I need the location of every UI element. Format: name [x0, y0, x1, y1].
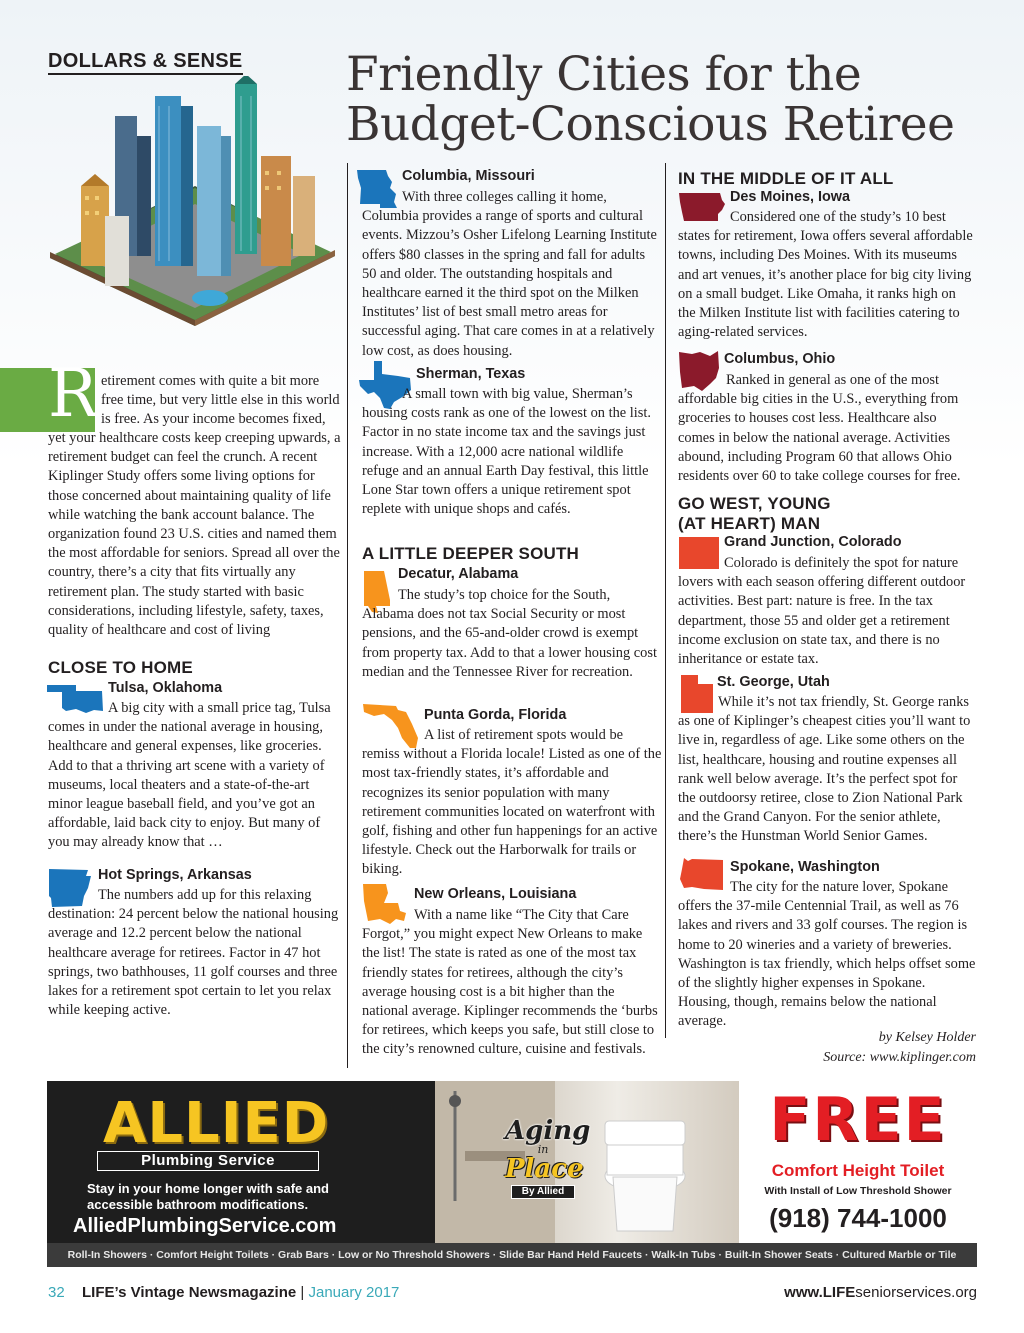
- page-title: [346, 47, 996, 152]
- aging-in-place-badge: [505, 1116, 591, 1211]
- decatur-name: Decatur, Alabama: [398, 566, 519, 582]
- intro-paragraph: yet your healthcare costs keep creeping upwards, a retirement budget can feel the crunch. A recent Kiplinger Study offers some living options for those concerned about maintaining quality of life while watching the bank account balance. The organization found 23 U.S. cities and named them the most affordable for seniors. Spread all over the country, there’s a city that fits virtually any retirement plan. The study started with basic considerations, including lifestyle, safety, taxes, quality of healthcare and cost of living: [48, 430, 341, 639]
- section-go-west: [678, 494, 831, 534]
- footer-url-bold: www.LIFE: [784, 1284, 856, 1301]
- allied-plumbing-ad[interactable]: [47, 1081, 977, 1267]
- ad-tagline: [87, 1181, 387, 1213]
- intro-line-2: free time, but very little else in this world: [101, 392, 340, 409]
- page-number: 32: [48, 1284, 65, 1301]
- ad-brand-sub: Plumbing Service: [97, 1151, 319, 1171]
- source-credit: Source: www.kiplinger.com: [823, 1050, 976, 1065]
- sherman-name: Sherman, Texas: [416, 366, 526, 382]
- ad-offer-panel: [739, 1081, 977, 1243]
- des-moines-text: Considered one of the study’s 10 best states for retirement, Iowa offers several affordable towns, including Des Moines. With its museums and art venues, it’s another place for big city living on a small budget. Like Omaha, it ranks high on the Milken Institute list with facilities catering to aging-related services.: [678, 209, 973, 341]
- section-label: DOLLARS & SENSE: [48, 50, 243, 75]
- decatur-text: The study’s top choice for the South, Alabama does not tax Social Security or most pensions, and the 65-and-older crowd is exempt from property tax. Add to that a lower housing cost median and the Tennessee River for recreation.: [362, 587, 657, 680]
- hot-springs-name: Hot Springs, Arkansas: [98, 867, 252, 883]
- grand-junction-text: Colorado is definitely the spot for nature lovers with each season offering different outdoor activities. Best part: nature is free. In the tax department, those 55 and older get a retirement income exclusion on state tax, and there is no inheritance or estate tax.: [678, 555, 966, 668]
- go-west-line-1: GO WEST, YOUNG: [678, 494, 831, 513]
- title-line-2: Budget-Conscious Retiree: [346, 97, 955, 152]
- ad-offer-sub: With Install of Low Threshold Shower: [764, 1185, 952, 1197]
- byline: by Kelsey Holder: [878, 1030, 976, 1045]
- ad-services-bar: Roll-In Showers · Comfort Height Toilets · Grab Bars · Low or No Threshold Showers · Slide Bar Hand Held Faucets · Walk-In Tubs · Built-In Shower Seats · Cultured Marble or Tile: [47, 1243, 977, 1267]
- column-rule-1: [347, 163, 348, 1068]
- section-close-to-home: CLOSE TO HOME: [48, 658, 193, 677]
- section-middle: IN THE MIDDLE OF IT ALL: [678, 169, 894, 188]
- intro-drop-cap: R: [48, 355, 98, 432]
- badge-by: By Allied: [511, 1185, 575, 1199]
- footer-website-link[interactable]: [784, 1284, 977, 1301]
- ad-website-link[interactable]: AlliedPlumbingService.com: [73, 1215, 337, 1237]
- columbus-name: Columbus, Ohio: [724, 351, 836, 367]
- intro-line-1: etirement comes with quite a bit more: [101, 373, 320, 389]
- ad-tagline-2: accessible bathroom modifications.: [87, 1197, 309, 1212]
- new-orleans-text: With a name like “The City that Care Forgot,” you might expect New Orleans to make the list! The state is rated as one of the most tax friendly states for retirees, although the city’s average housing cost is a bit higher than the national average. Kiplinger recommends the ‘burbs for retirees, which keeps you safe, but still close to the city’s renowned culture, cuisine and festivals.: [362, 907, 658, 1058]
- columbia-name: Columbia, Missouri: [402, 168, 535, 184]
- ad-free: FREE: [769, 1085, 947, 1155]
- hot-springs-text: The numbers add up for this relaxing destination: 24 percent below the national housing average and 12.2 percent below the national healthcare average for retirees. Factor in 47 hot springs, two bathhouses, 11 golf courses and three lakes for a retirement spot certain to let you relax while keeping active.: [48, 887, 339, 1019]
- title-line-1: Friendly Cities for the: [346, 47, 862, 102]
- ad-offer: Comfort Height Toilet: [771, 1161, 945, 1180]
- ad-brand: ALLIED: [103, 1091, 330, 1156]
- spokane-text: The city for the nature lover, Spokane offers the 37-mile Centennial Trail, as well as 76 lakes and rivers and 33 golf courses. The region is home to 20 wineries and a variety of breweries. Washington is tax friendly, which helps offset some of the slightly higher expenses in Spokane. Housing, though, remains below the national average.: [678, 879, 976, 1030]
- section-deeper-south: A LITTLE DEEPER SOUTH: [362, 544, 580, 563]
- footer-url-rest: seniorservices.org: [855, 1284, 977, 1301]
- skyline-illustration: [45, 76, 340, 326]
- badge-line-1: Aging: [505, 1116, 591, 1146]
- new-orleans-name: New Orleans, Louisiana: [414, 886, 577, 902]
- footer-separator: |: [300, 1284, 305, 1301]
- badge-line-2: Place: [505, 1154, 584, 1184]
- spokane-name: Spokane, Washington: [730, 859, 880, 875]
- column-rule-2: [665, 163, 666, 1038]
- punta-gorda-name: Punta Gorda, Florida: [424, 707, 567, 723]
- intro-line-3: is free. As your income becomes fixed,: [101, 411, 326, 428]
- ad-phone[interactable]: (918) 744-1000: [769, 1203, 947, 1233]
- sherman-text: A small town with big value, Sherman’s housing costs rank as one of the lowest on the list. Factor in no state income tax and the savings just increase. With a 12,000 acre national wildlife refuge and an annual Earth Day festival, this little Lone Star town offers a unique retirement spot replete with unique shops and cafés.: [362, 386, 651, 518]
- st-george-name: St. George, Utah: [717, 674, 830, 690]
- badge-in: in: [537, 1143, 549, 1156]
- tulsa-text: A big city with a small price tag, Tulsa comes in under the national average in housing, healthcare and general expenses, like groceries. Add to that a thriving art scene with a variety of museums, local theaters and a state-of-the-art minor league baseball field, and you’ve got an affordable, laid back city to enjoy. But many of you may already know that …: [48, 700, 331, 851]
- des-moines-name: Des Moines, Iowa: [730, 189, 850, 205]
- toilet-shower-photo: [435, 1081, 739, 1243]
- go-west-line-2: (AT HEART) MAN: [678, 514, 821, 533]
- toilet-shower-illustration: [435, 1081, 739, 1243]
- footer-publication: [82, 1284, 399, 1301]
- ad-tagline-1: Stay in your home longer with safe and: [87, 1181, 329, 1196]
- intro-lines-top: [101, 372, 351, 430]
- footer-issue: January 2017: [308, 1284, 400, 1301]
- punta-gorda-text: A list of retirement spots would be remiss without a Florida locale! Listed as one of the most tax-friendly states, it’s affordable and recognizes its senior population with many retirement communities located on waterfront with golf, fishing and other fun happenings for an active lifestyle. Check out the Harborwalk for trails or biking.: [362, 727, 662, 878]
- st-george-text: While it’s not tax friendly, St. George ranks as one of Kiplinger’s cheapest cities you’ll want to live in, regardless of age. Like some others on the list, healthcare, housing and routine expenses all rank well below average. It’s the perfect spot for the outdoorsy retiree, close to Zion National Park and the Grand Canyon. For the senior athlete, there’s the Hunstman World Senior Games.: [678, 694, 971, 845]
- grand-junction-name: Grand Junction, Colorado: [724, 534, 902, 550]
- tulsa-name: Tulsa, Oklahoma: [108, 680, 223, 696]
- columbia-text: With three colleges calling it home, Columbia provides a range of sports and cultural events. Mizzou’s Osher Lifelong Learning Institute offers $80 classes in the spring and fall for adults 50 and older. The outstanding hospitals and healthcare earned it the third spot on the Milken Institutes’ list of best small metro areas for successful aging. That care comes in at a relatively low cost, as does housing.: [362, 189, 657, 359]
- footer-magazine: LIFE’s Vintage Newsmagazine: [82, 1284, 297, 1301]
- columbus-text: Ranked in general as one of the most affordable big cities in the U.S., everything from groceries to houses cost less. Healthcare also comes in below the national average. Activities abound, including Program 60 that allows Ohio residents over 60 to take college courses for free.: [678, 372, 961, 485]
